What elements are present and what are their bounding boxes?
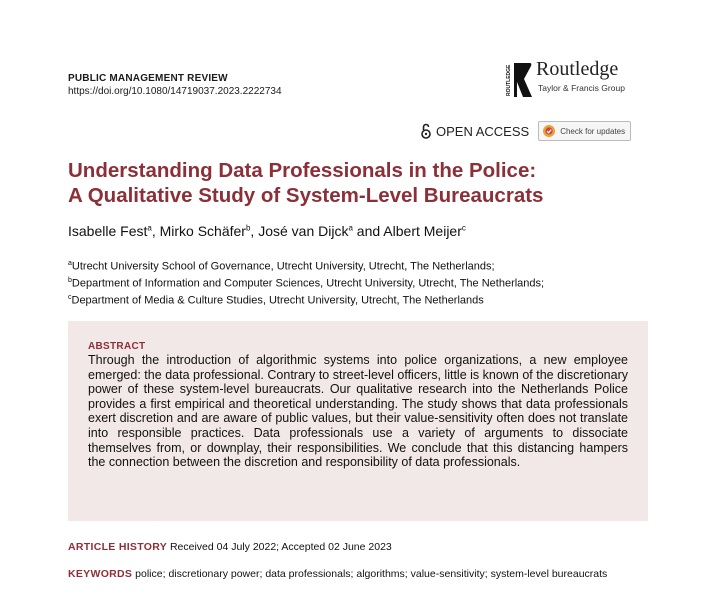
affiliation-item xyxy=(68,291,668,308)
affil-mark: a xyxy=(68,260,72,267)
author-affil-mark: a xyxy=(147,223,152,233)
open-access-badge xyxy=(420,123,529,139)
author-separator: and xyxy=(352,223,384,239)
author-separator: , xyxy=(250,223,259,239)
doi-link[interactable]: https://doi.org/10.1080/14719037.2023.2222734 xyxy=(68,86,282,97)
affil-text: Department of Information and Computer Sciences, Utrecht University, Utrecht, The Netherlands; xyxy=(71,277,545,290)
open-access-label: OPEN ACCESS xyxy=(436,123,530,139)
abstract-box xyxy=(68,321,648,521)
author-separator: , xyxy=(151,223,160,239)
author-name[interactable]: Albert Meijer xyxy=(383,223,462,239)
affil-mark: c xyxy=(68,294,72,302)
publisher-group: Taylor & Francis Group xyxy=(538,83,625,93)
author-name[interactable]: José van Dijck xyxy=(258,223,349,239)
routledge-logo-icon xyxy=(503,60,533,100)
title-line-1: Understanding Data Professionals in the Police: xyxy=(68,159,537,182)
affil-mark: b xyxy=(68,277,72,285)
article-title xyxy=(68,158,668,208)
author-name[interactable]: Isabelle Fest xyxy=(68,223,148,239)
affiliations xyxy=(68,257,668,308)
history-label: ARTICLE HISTORY xyxy=(68,541,168,553)
affil-text: Utrecht University School of Governance, Utrecht University, Utrecht, The Netherlands; xyxy=(71,260,495,273)
title-line-2: A Qualitative Study of System-Level Bureaucrats xyxy=(68,184,544,207)
abstract-heading: ABSTRACT xyxy=(88,341,146,352)
affiliation-item xyxy=(68,257,668,274)
keywords-label: KEYWORDS xyxy=(68,568,133,580)
logo-vertical-text: ROUTLEDGE xyxy=(506,64,512,96)
history-text: Received 04 July 2022; Accepted 02 June 2023 xyxy=(169,541,392,553)
author-affil-mark: b xyxy=(245,223,251,233)
open-access-lock-icon xyxy=(420,123,432,139)
journal-header xyxy=(68,72,282,98)
check-updates-label: Check for updates xyxy=(560,126,626,136)
publisher-logo-block xyxy=(503,58,653,102)
author-list xyxy=(68,223,466,239)
author-name[interactable]: Mirko Schäfer xyxy=(159,223,246,239)
article-history xyxy=(68,541,392,553)
author-affil-mark: a xyxy=(348,223,353,233)
abstract-text: Through the introduction of algorithmic systems into police organizations, a new employee emerged: the data professional. Contrary to street-level officers, little is known of the discretionary power of these system-level bureaucrats. Our qualitative research into the Netherlands Police provides a first empirical and theoretical understanding. The study shows that data professionals exert discretion and are aware of public values, but their value-sensitivity often does not translate into responsible practices. Data professionals use a variety of arguments to dissociate themselves from, or downplay, their responsibilities. We conclude that this distancing hampers the connection between the discretion and responsibility of data professionals. xyxy=(88,353,628,470)
access-row xyxy=(420,121,631,141)
keywords xyxy=(68,568,648,581)
check-updates-icon xyxy=(542,124,556,138)
check-for-updates-button[interactable] xyxy=(538,121,631,141)
journal-name: PUBLIC MANAGEMENT REVIEW xyxy=(68,73,228,84)
affiliation-item xyxy=(68,274,668,291)
keywords-text: police; discretionary power; data professionals; algorithms; value-sensitivity; system-level bureaucrats xyxy=(135,568,608,580)
author-affil-mark: c xyxy=(461,223,466,233)
publisher-name: Routledge xyxy=(536,58,619,80)
affil-text: Department of Media & Culture Studies, Utrecht University, Utrecht, The Netherlands xyxy=(71,294,484,307)
